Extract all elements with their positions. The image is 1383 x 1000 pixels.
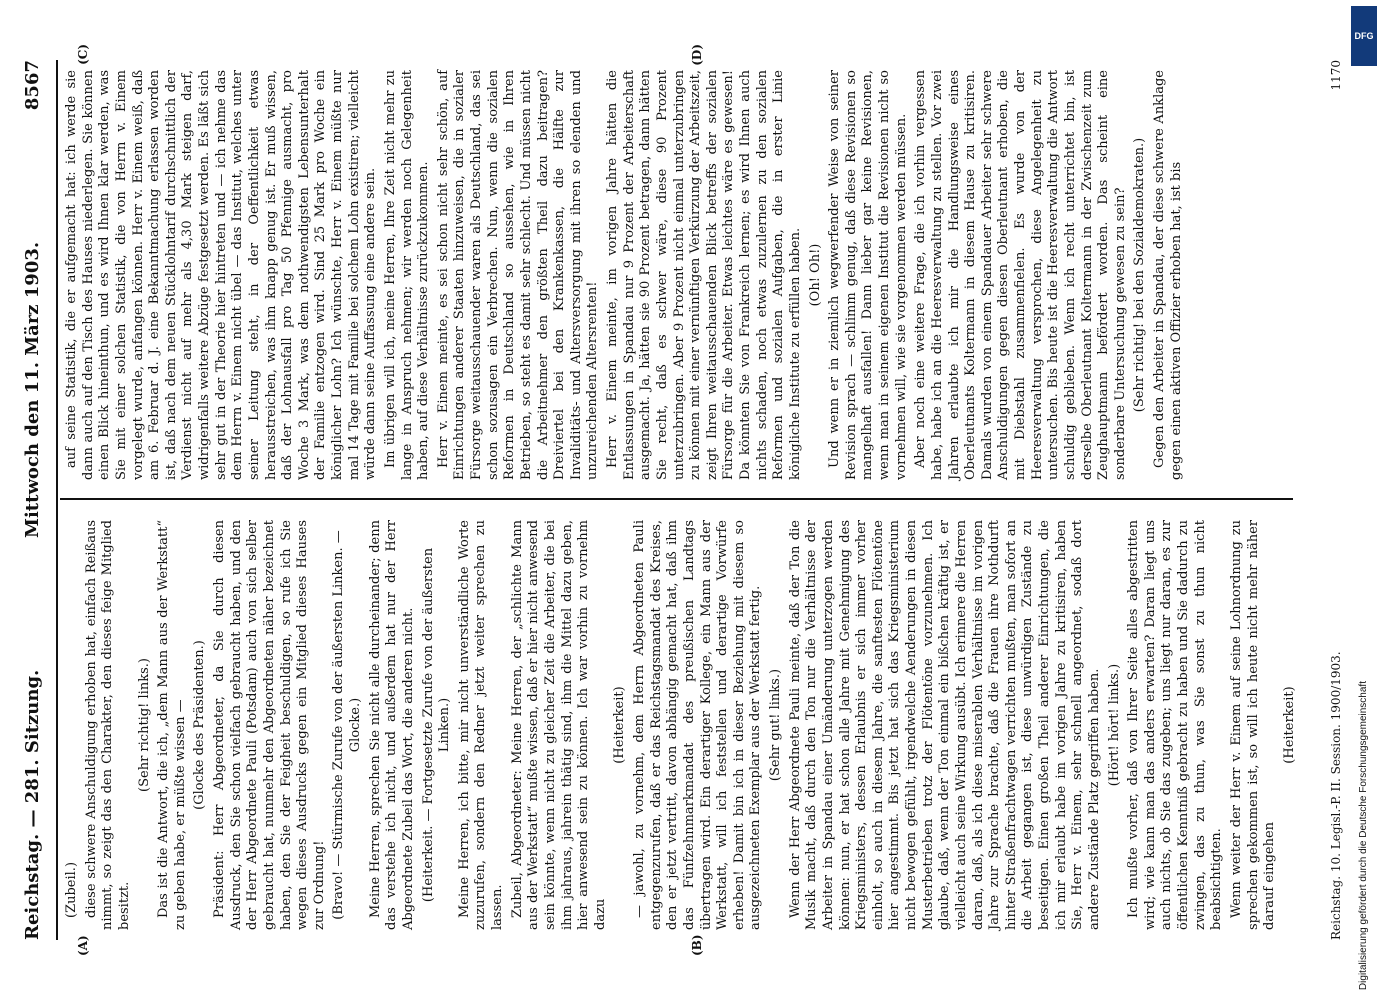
header-date: Mittwoch den 11. März 1903. <box>21 241 43 538</box>
dfg-logo-icon: DFG <box>1351 6 1377 66</box>
digitization-credit: Digitalisierung gefördert durch die Deutsche Forschungsgemeinschaft <box>1357 680 1369 990</box>
paragraph: Wenn weiter der Herr v. Einem auf seine Lohnordnung zu sprechen gekommen ist, so will ich heute nicht mehr näher darauf eingehen <box>1228 520 1278 930</box>
paragraph: Zubeil, Abgeordneter: Meine Herren, der „schlichte Mann aus der Werkstatt“ mußte wissen, daß er hier nicht anwesend sein könnte, wenn nicht zu gleicher Zeit die Arbeiter, die bei ihm jahraus, jahrein thätig sind, ihm die Mittel dazu geben, hier anwesend sein zu können. Ich war vorhin zu vornehm dazu <box>509 520 608 930</box>
paragraph: Gegen den Arbeiter in Spandau, der diese schwere Anklage gegen einen aktiven Offizier erhoben hat, ist bis <box>1152 70 1184 480</box>
paragraph: Ich mußte vorher, daß von Ihrer Seite alles abgestritten wird; wie kann man das anders erwarten? Daran liegt uns auch nichts, ob Sie das zugeben; uns liegt nur daran, es zur öffentlichen Kenntniß gebracht zu haben und Sie dadurch zu zwingen, das zu thun, was Sie sonst zu thun nicht beabsichtigten. <box>1126 520 1225 930</box>
left-column <box>64 520 1301 930</box>
column-divider <box>60 498 1293 500</box>
interjection: (Sehr richtig! links.) <box>136 658 152 792</box>
paragraph: (Zubeil.) <box>64 861 79 918</box>
interjection: (Heiterkeit. — Fortgesetzte Zurufe von der äußersten Linken.) <box>420 547 453 903</box>
paragraph: Und wenn er in ziemlich wegwerfender Weise von seiner Revision sprach — schlimm genug, daß diese Revisionen so mangelhaft ausfallen! Dann lieber gar keine Revisionen, wenn man in seinem eigenen Institut die Revisionen nicht so vornehmen will, wie sie vorgenommen werden müssen. <box>827 70 909 480</box>
footer-left: Reichstag. 10. Legisl.-P. II. Session. 1900/1903. <box>1329 651 1343 940</box>
page-number: 8567 <box>21 60 43 111</box>
interjection: (Heiterkeit) <box>1281 686 1297 764</box>
interjection: (Heiterkeit) <box>612 686 628 764</box>
paragraph: Das ist die Antwort, die ich, „dem Mann aus der Werkstatt“ zu geben habe, er müßte wissen — <box>156 520 188 930</box>
paragraph: Herr v. Einem meinte, im vorigen Jahre hätten die Entlassungen in Spandau nur 9 Prozent der Arbeiterschaft ausgemacht. Ja, hätten sie 90 Prozent betragen, dann hätten Sie recht, daß es schwer wäre, diese 90 Prozent unterzubringen. Aber 9 Prozent nicht einmal unterzubringen zu können mit einer vernünftigen Verkürzung der Arbeitszeit, zeigt Ihren weitausschauenden Blick betreffs der sozialen Fürsorge für die Arbeiter. Etwas leichtes wäre es gewesen! Da könnten Sie von Frankreich lernen; es wird Ihnen auch nichts schaden, noch etwas zuzulernen zu den sozialen Reformen und sozialen Aufgaben, die in erster Linie königliche Institute zu erfüllen haben. <box>605 70 803 480</box>
interjection: (Glocke des Präsidenten.) <box>192 640 208 810</box>
header-left: Reichstag. — 281. Sitzung. <box>21 669 43 940</box>
right-column <box>64 70 1188 480</box>
margin-mark-d: (D) <box>690 44 704 66</box>
paragraph: Im übrigen will ich, meine Herren, Ihre Zeit nicht mehr zu lange in Anspruch nehmen; wir werden noch Gelegenheit haben, auf diese Verhältnisse zurückzukommen. <box>382 70 432 480</box>
paragraph: Aber noch eine weitere Frage, die ich vorhin vergessen habe, habe ich an die Heeresverwaltung zu stellen. Vor zwei Jahren erlaubte ich mir die Handlungsweise eines Oberleutnants Koltermann in diesem Hause zu kritisiren. Damals wurden von einem Spandauer Arbeiter sehr schwere Anschuldigungen gegen diesen Oberleutnant erhoben, die mit Diebstahl zusammenfielen. Es wurde von der Heeresverwaltung versprochen, diese Angelegenheit zu untersuchen. Bis heute ist die Heeresverwaltung die Antwort schuldig geblieben. Wenn ich recht unterrichtet bin, ist derselbe Oberleutnant Koltermann in der Zwischenzeit zum Zeughauptmann befördert worden. Das scheint eine sonderbare Untersuchung gewesen zu sein? <box>913 70 1128 480</box>
footer-number: 1170 <box>1329 60 1343 91</box>
paragraph: Meine Herren, sprechen Sie nicht alle durcheinander; denn das verstehe ich nicht, und außerdem hat nur der Herr Abgeordnete Zubeil das Wort, die anderen nicht. <box>367 520 416 930</box>
page-header <box>12 60 52 940</box>
interjection: (Sehr richtig! bei den Sozialdemokraten.) <box>1132 137 1148 413</box>
interjection: (Bravo! — Stürmische Zurufe von der äußersten Linken. — Glocke.) <box>331 530 363 920</box>
interjection: (Oh! Oh!) <box>807 243 823 307</box>
header-rule <box>56 60 58 940</box>
page-footer <box>1329 60 1343 940</box>
digitization-sidebar <box>1343 0 1383 1000</box>
paragraph: Meine Herren, ich bitte, mir nicht unverständliche Worte zuzurufen, sondern den Redner jetzt weiter sprechen zu lassen. <box>456 520 505 930</box>
paragraph: Herr v. Einem meinte, es sei schon nicht sehr schön, auf Einrichtungen anderer Staaten hinzuweisen, die in sozialer Fürsorge weitausschauender waren als Deutschland, das sei schon sozusagen ein Verbrechen. Nun, wenn die sozialen Reformen in Deutschland so aussehen, wie in Ihren Betrieben, so steht es damit sehr schlecht. Und müssen nicht die Arbeitnehmer den größten Theil dazu beitragen? Dreiviertel bei den Krankenkassen, die Hälfte zur Invaliditäts- und Altersversorgung mit ihren so elenden und unzureichenden Altersrenten! <box>435 70 601 480</box>
paragraph: — jawohl, zu vornehm, dem Herrn Abgeordneten Pauli entgegenzurufen, daß er das Reichstagsmandat des Kreises, den er jetzt vertritt, davon abhängig gemacht hat, daß ihm das Fünfzehnmarkmandat des preußischen Landtags übertragen wird. Ein derartiger Kollege, ein Mann aus der Werkstatt, will ich feststellen und derartige Vorwürfe erheben! Damit bin ich in dieser Beziehung mit diesem so ausgezeichneten Exemplar aus der Werkstatt fertig. <box>632 520 764 930</box>
interjection: (Hört! hört! links.) <box>1106 663 1122 787</box>
paragraph: auf seine Statistik, die er aufgemacht hat: ich werde sie dann auch auf den Tisch des Hauses niederlegen. Sie können einen Blick hineinthun, und es wird Ihnen klar werden, was Sie mit einer solchen Statistik, die von Herrn v. Einem vorgelegt wurde, anfangen können. Herr v. Einem weiß, daß am 6. Februar d. J. eine Bekanntmachung erlassen worden ist, daß nach dem neuen Stücklohntarif durchschnittlich der Verdienst nicht auf mehr als 4,30 Mark steigen darf, widrigenfalls weitere Abzüge festgesetzt werden. Es läßt sich sehr gut in der Theorie hier hintreten und — ich nehme das dem Herrn v. Einem nicht übel — das Institut, welches unter seiner Leitung steht, in der Oeffentlichkeit etwas herausstreichen, was ihm knapp genug ist. Er muß wissen, daß der Lohnausfall pro Tag 50 Pfennige ausmacht, pro Woche 3 Mark, was dem nothwendigsten Lebensunterhalt der Familie entzogen wird. Sind 25 Mark pro Woche ein königlicher Lohn? Ich wünschte, Herr v. Einem müßte nur mal 14 Tage mit Familie bei solchem Lohn existiren; vielleicht würde dann seine Auffassung eine andere sein. <box>64 70 379 480</box>
paragraph: Wenn der Herr Abgeordnete Pauli meinte, daß der Ton die Musik macht, daß durch den Ton nur die Verhältnisse der Arbeiter in Spandau einer Umänderung unterzogen werden können: nun, er hat schon alle Jahre mit Genehmigung des Kriegsministers, dessen Erlaubnis er sich immer vorher einholt, so auch in diesem Jahre, die sanftesten Flötentöne hier angestimmt. Bis jetzt hat sich das Kriegsministerium nicht bewogen gefühlt, irgendwelche Aenderungen in diesen Musterbetrieben trotz der Flötentöne vorzunehmen. Ich glaube, daß, wenn der Ton einmal ein bißchen kräftig ist, er vielleicht auch seine Wirkung ausübt. Ich erinnere die Herren daran, daß, als ich diese miserablen Verhältnisse im vorigen Jahre zur Sprache brachte, daß die Frauen ihre Nothdurft hinter Straßenfrachtwagen verrichten mußten, man sofort an die Arbeit gegangen ist, diese unwürdigen Zustände zu beseitigen. Einen großen Theil anderer Einrichtungen, die ich mir erlaubt habe im vorigen Jahre zu kritisiren, haben Sie, Herr v. Einem, sehr schnell angeordnet, sodaß dort andere Zustände Platz gegriffen haben. <box>787 520 1102 930</box>
paragraph: Präsident: Herr Abgeordneter, da Sie durch diesen Ausdruck, den Sie schon vielfach gebraucht haben, und den der Herr Abgeordnete Pauli (Potsdam) auch von sich selber gebraucht hat, nunmehr den Abgeordneten näher bezeichnet haben, den Sie der Feigheit beschuldigen, so rufe ich Sie wegen dieses Ausdrucks gegen ein Mitglied dieses Hauses zur Ordnung! <box>212 520 327 930</box>
margin-mark-b: (B) <box>690 934 704 956</box>
interjection: (Sehr gut! links.) <box>768 668 783 782</box>
paragraph: diese schwere Anschuldigung erhoben hat, einfach Reißaus nimmt, so zeigt das den Charakter, den dieses feige Mitglied besitzt. <box>83 520 132 930</box>
margin-mark-a: (A) <box>76 935 90 956</box>
margin-mark-c: (C) <box>76 44 90 65</box>
